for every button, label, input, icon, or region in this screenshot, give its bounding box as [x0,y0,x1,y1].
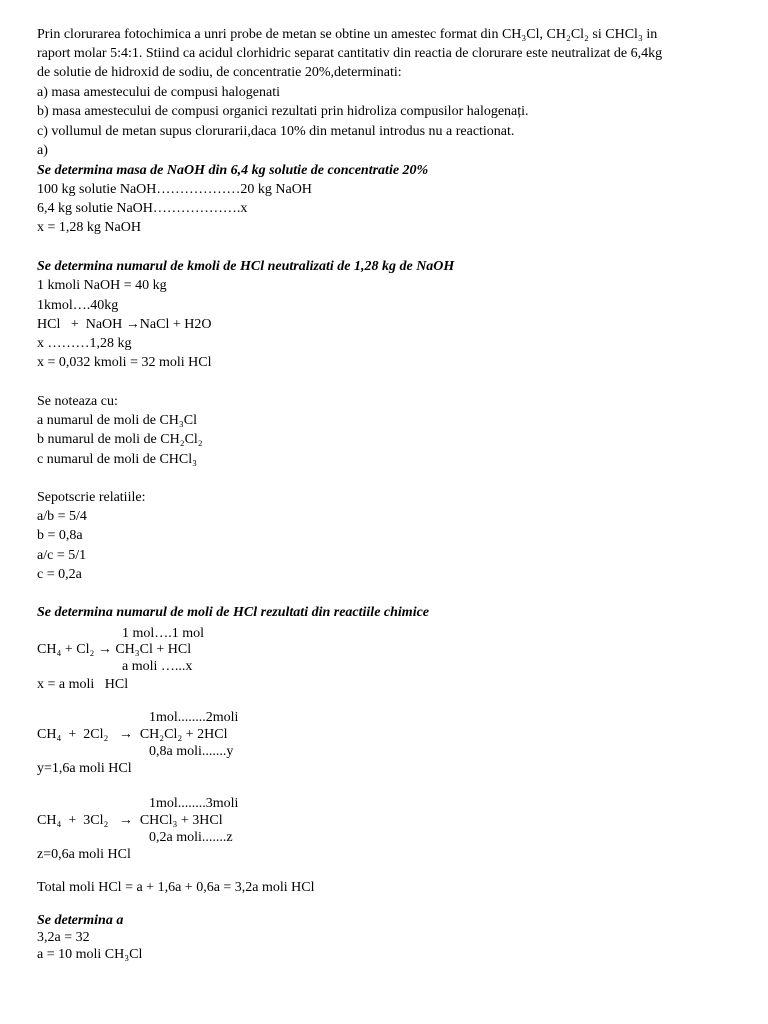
stoich-bottom-line: 0,2a moli.......z [149,830,233,845]
calc-line: 3,2a = 32 [37,930,90,945]
result-line: z=0,6a moli HCl [37,847,131,862]
relation-line: c = 0,2a [37,567,82,582]
result-line: a = 10 moli CH₃Cl [37,947,143,962]
result-line: x = a moli HCl [37,677,129,692]
reaction-equation: HCl + NaOH →NaCl + H2O [37,317,212,332]
notation-b: b numarul de moli de CH₂Cl₂ [37,432,203,447]
section-heading-naoh-mass: Se determina masa de NaOH din 6,4 kg solutie de concentratie 20% [37,163,429,178]
stoich-bottom-line: 0,8a moli.......y [149,744,234,759]
notation-a: a numarul de moli de CH₃Cl [37,413,198,428]
section-heading-hcl-kmoles: Se determina numarul de kmoli de HCl neutralizati de 1,28 kg de NaOH [37,259,455,274]
relations-intro: Sepotscrie relatiile: [37,490,146,505]
total-hcl-line: Total moli HCl = a + 1,6a + 0,6a = 3,2a moli HCl [37,880,315,895]
problem-text-line-1: Prin clorurarea fotochimica a unri probe de metan se obtine un amestec format din CH₃Cl, CH₂Cl₂ si CHCl₃ in [37,27,658,42]
stoich-top-line: 1 mol….1 mol [122,626,205,641]
relation-line: a/b = 5/4 [37,509,87,524]
section-heading-hcl-moles: Se determina numarul de moli de HCl rezultati din reactiile chimice [37,605,430,620]
relation-line: a/c = 5/1 [37,548,87,563]
relation-line: b = 0,8a [37,528,83,543]
stoich-bottom-line: a moli …...x [122,659,193,674]
stoich-top-line: 1mol........2moli [149,710,239,725]
question-c: c) vollumul de metan supus clorurarii,daca 10% din metanul introdus nu a reactionat. [37,124,515,139]
result-line: x = 0,032 kmoli = 32 moli HCl [37,355,212,370]
notation-intro: Se noteaza cu: [37,394,118,409]
result-line: y=1,6a moli HCl [37,761,132,776]
question-b: b) masa amestecului de compusi organici rezultati prin hidroliza compusilor halogenați. [37,104,529,119]
section-heading-determine-a: Se determina a [37,913,124,928]
problem-text-line-3: de solutie de hidroxid de sodiu, de concentratie 20%,determinati: [37,65,402,80]
result-line: x = 1,28 kg NaOH [37,220,141,235]
proportion-line: 100 kg solutie NaOH………………20 kg NaOH [37,182,312,197]
notation-c: c numarul de moli de CHCl₃ [37,452,198,467]
reaction-equation: CH₄ + 2Cl₂ → CH₂Cl₂ + 2HCl [37,727,228,742]
proportion-line: 6,4 kg solutie NaOH……………….x [37,201,248,216]
reaction-equation: CH₄ + 3Cl₂ → CHCl₃ + 3HCl [37,813,223,828]
part-label: a) [37,143,48,158]
calc-line: 1 kmoli NaOH = 40 kg [37,278,167,293]
reaction-equation: CH₄ + Cl₂ → CH₃Cl + HCl [37,642,192,657]
calc-line: x ………1,28 kg [37,336,132,351]
stoich-top-line: 1mol........3moli [149,796,239,811]
question-a: a) masa amestecului de compusi halogenati [37,85,280,100]
problem-text-line-2: raport molar 5:4:1. Stiind ca acidul clorhidric separat cantitativ din reactia de clorurare este neutralizat de 6,4kg [37,46,663,61]
calc-line: 1kmol….40kg [37,298,119,313]
